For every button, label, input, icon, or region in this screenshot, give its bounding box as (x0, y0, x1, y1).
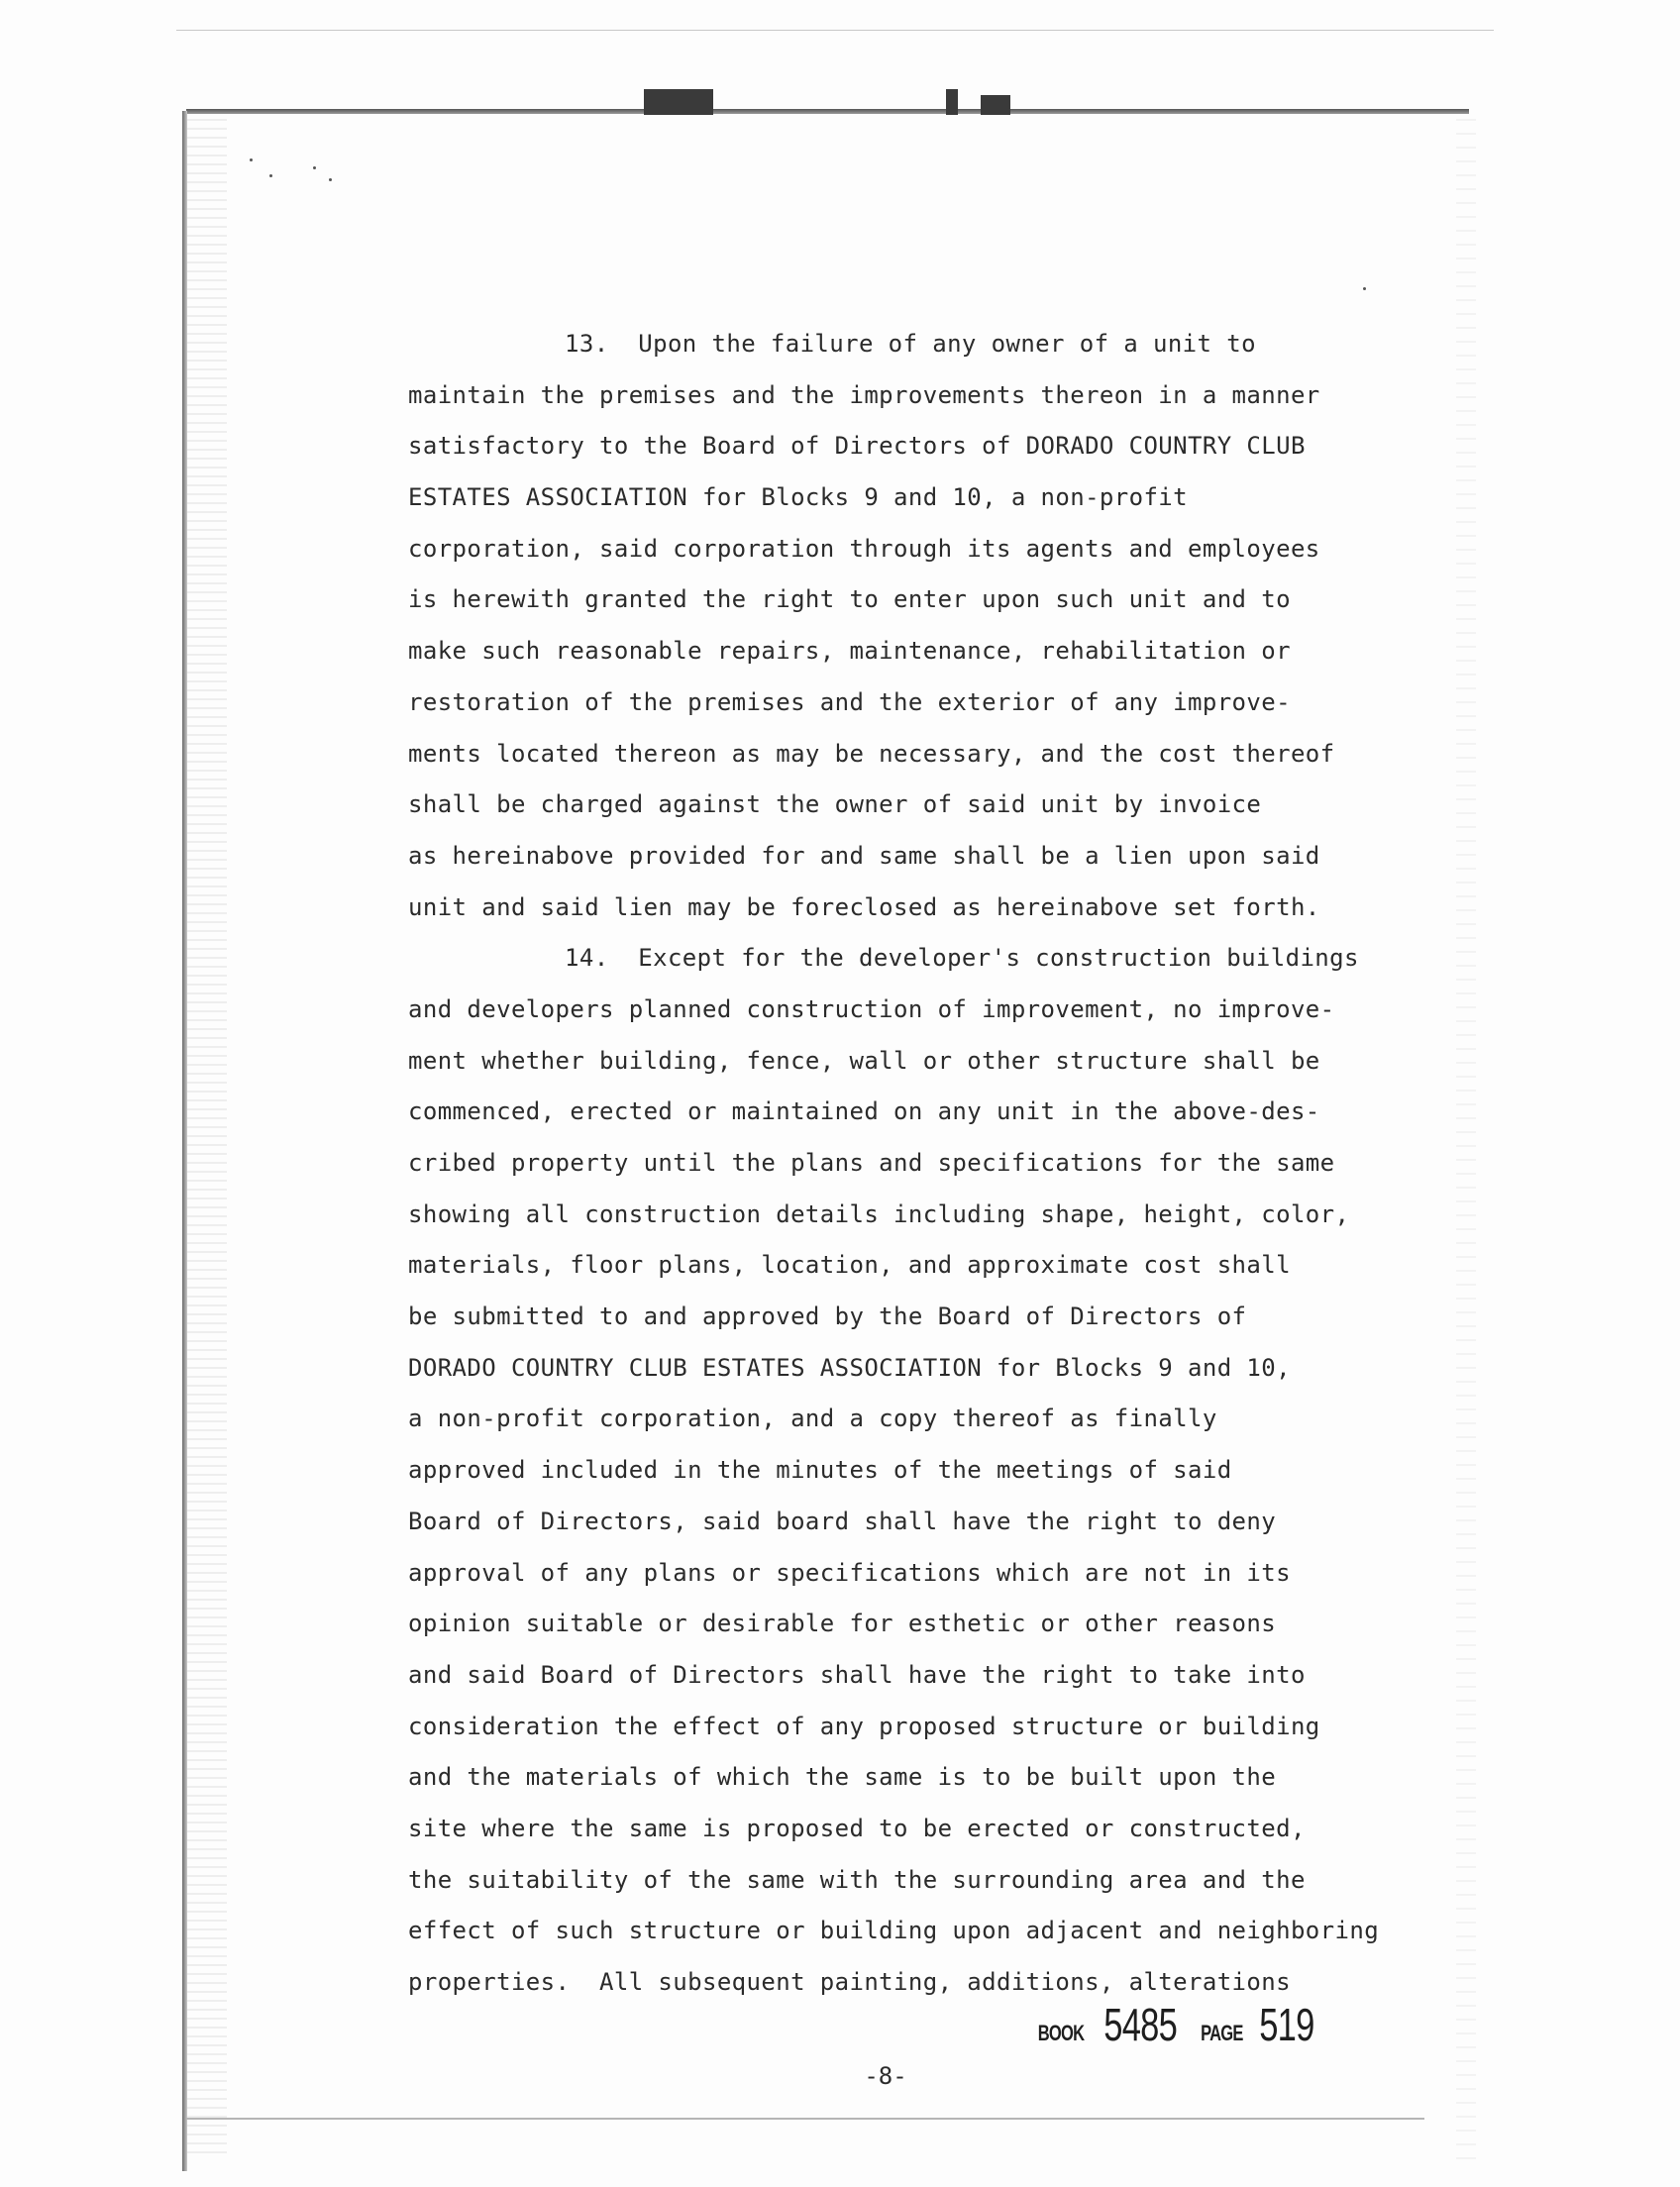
scan-speck (329, 178, 332, 181)
scan-bottom-line (186, 2118, 1424, 2120)
scan-blot (981, 95, 1010, 115)
body-text (408, 319, 1438, 2009)
text-line: ment whether building, fence, wall or other structure shall be (408, 1046, 1320, 1075)
text-line: 13. Upon the failure of any owner of a unit to (565, 330, 1256, 358)
text-line: Board of Directors, said board shall have the right to deny (408, 1507, 1277, 1535)
text-line: site where the same is proposed to be erected or constructed, (408, 1814, 1306, 1842)
text-line: corporation, said corporation through its agents and employees (408, 534, 1320, 563)
scan-blot (946, 89, 958, 115)
scan-top-border (186, 109, 1469, 114)
text-line: commenced, erected or maintained on any unit in the above-des- (408, 1097, 1320, 1126)
text-line: materials, floor plans, location, and approximate cost shall (408, 1251, 1291, 1280)
text-line: is herewith granted the right to enter upon such unit and to (408, 585, 1291, 614)
record-page-label: PAGE (1200, 2021, 1243, 2045)
text-line: consideration the effect of any proposed structure or building (408, 1712, 1320, 1740)
text-line: DORADO COUNTRY CLUB ESTATES ASSOCIATION for Blocks 9 and 10, (408, 1353, 1291, 1382)
text-line: properties. All subsequent painting, additions, alterations (408, 1968, 1291, 1996)
scan-right-noise (1456, 119, 1476, 2159)
text-line: as hereinabove provided for and same shall be a lien upon said (408, 841, 1320, 870)
text-line: showing all construction details including shape, height, color, (408, 1199, 1350, 1228)
scan-speck (313, 166, 316, 169)
page-number: -8- (864, 2062, 907, 2090)
text-line: satisfactory to the Board of Directors of DORADO COUNTRY CLUB (408, 432, 1306, 461)
text-line: a non-profit corporation, and a copy thereof as finally (408, 1405, 1217, 1433)
text-line: be submitted to and approved by the Board of Directors of (408, 1302, 1247, 1331)
text-line: unit and said lien may be foreclosed as hereinabove set forth. (408, 892, 1320, 921)
scan-left-noise (187, 119, 227, 2159)
text-line: effect of such structure or building upon adjacent and neighboring (408, 1917, 1380, 1945)
text-line: and said Board of Directors shall have the right to take into (408, 1660, 1306, 1689)
text-line: opinion suitable or desirable for esthetic or other reasons (408, 1610, 1277, 1638)
scan-speck (250, 158, 253, 161)
text-line: and the materials of which the same is to be built upon the (408, 1763, 1277, 1792)
text-line: ESTATES ASSOCIATION for Blocks 9 and 10, a non-profit (408, 483, 1189, 512)
record-book-label: BOOK (1037, 2021, 1085, 2045)
text-line: the suitability of the same with the surrounding area and the (408, 1865, 1306, 1894)
text-line: maintain the premises and the improvements thereon in a manner (408, 380, 1320, 409)
scan-speck (269, 174, 272, 177)
record-page-number: 519 (1258, 1999, 1314, 2050)
text-line: ments located thereon as may be necessary, and the cost thereof (408, 739, 1335, 768)
text-line: and developers planned construction of improvement, no improve- (408, 994, 1335, 1023)
text-line: 14. Except for the developer's construction buildings (565, 944, 1359, 973)
text-line: restoration of the premises and the exterior of any improve- (408, 687, 1291, 716)
record-stamp (1030, 1999, 1322, 2050)
text-line: make such reasonable repairs, maintenance, rehabilitation or (408, 637, 1291, 666)
text-line: approval of any plans or specifications which are not in its (408, 1558, 1291, 1587)
text-line: cribed property until the plans and specifications for the same (408, 1149, 1335, 1177)
record-book-number: 5485 (1103, 1999, 1178, 2050)
text-line: shall be charged against the owner of said unit by invoice (408, 790, 1262, 819)
text-line: approved included in the minutes of the meetings of said (408, 1456, 1232, 1485)
scan-blot (644, 89, 713, 115)
scan-top-line (176, 30, 1494, 31)
scan-speck (1363, 287, 1366, 290)
